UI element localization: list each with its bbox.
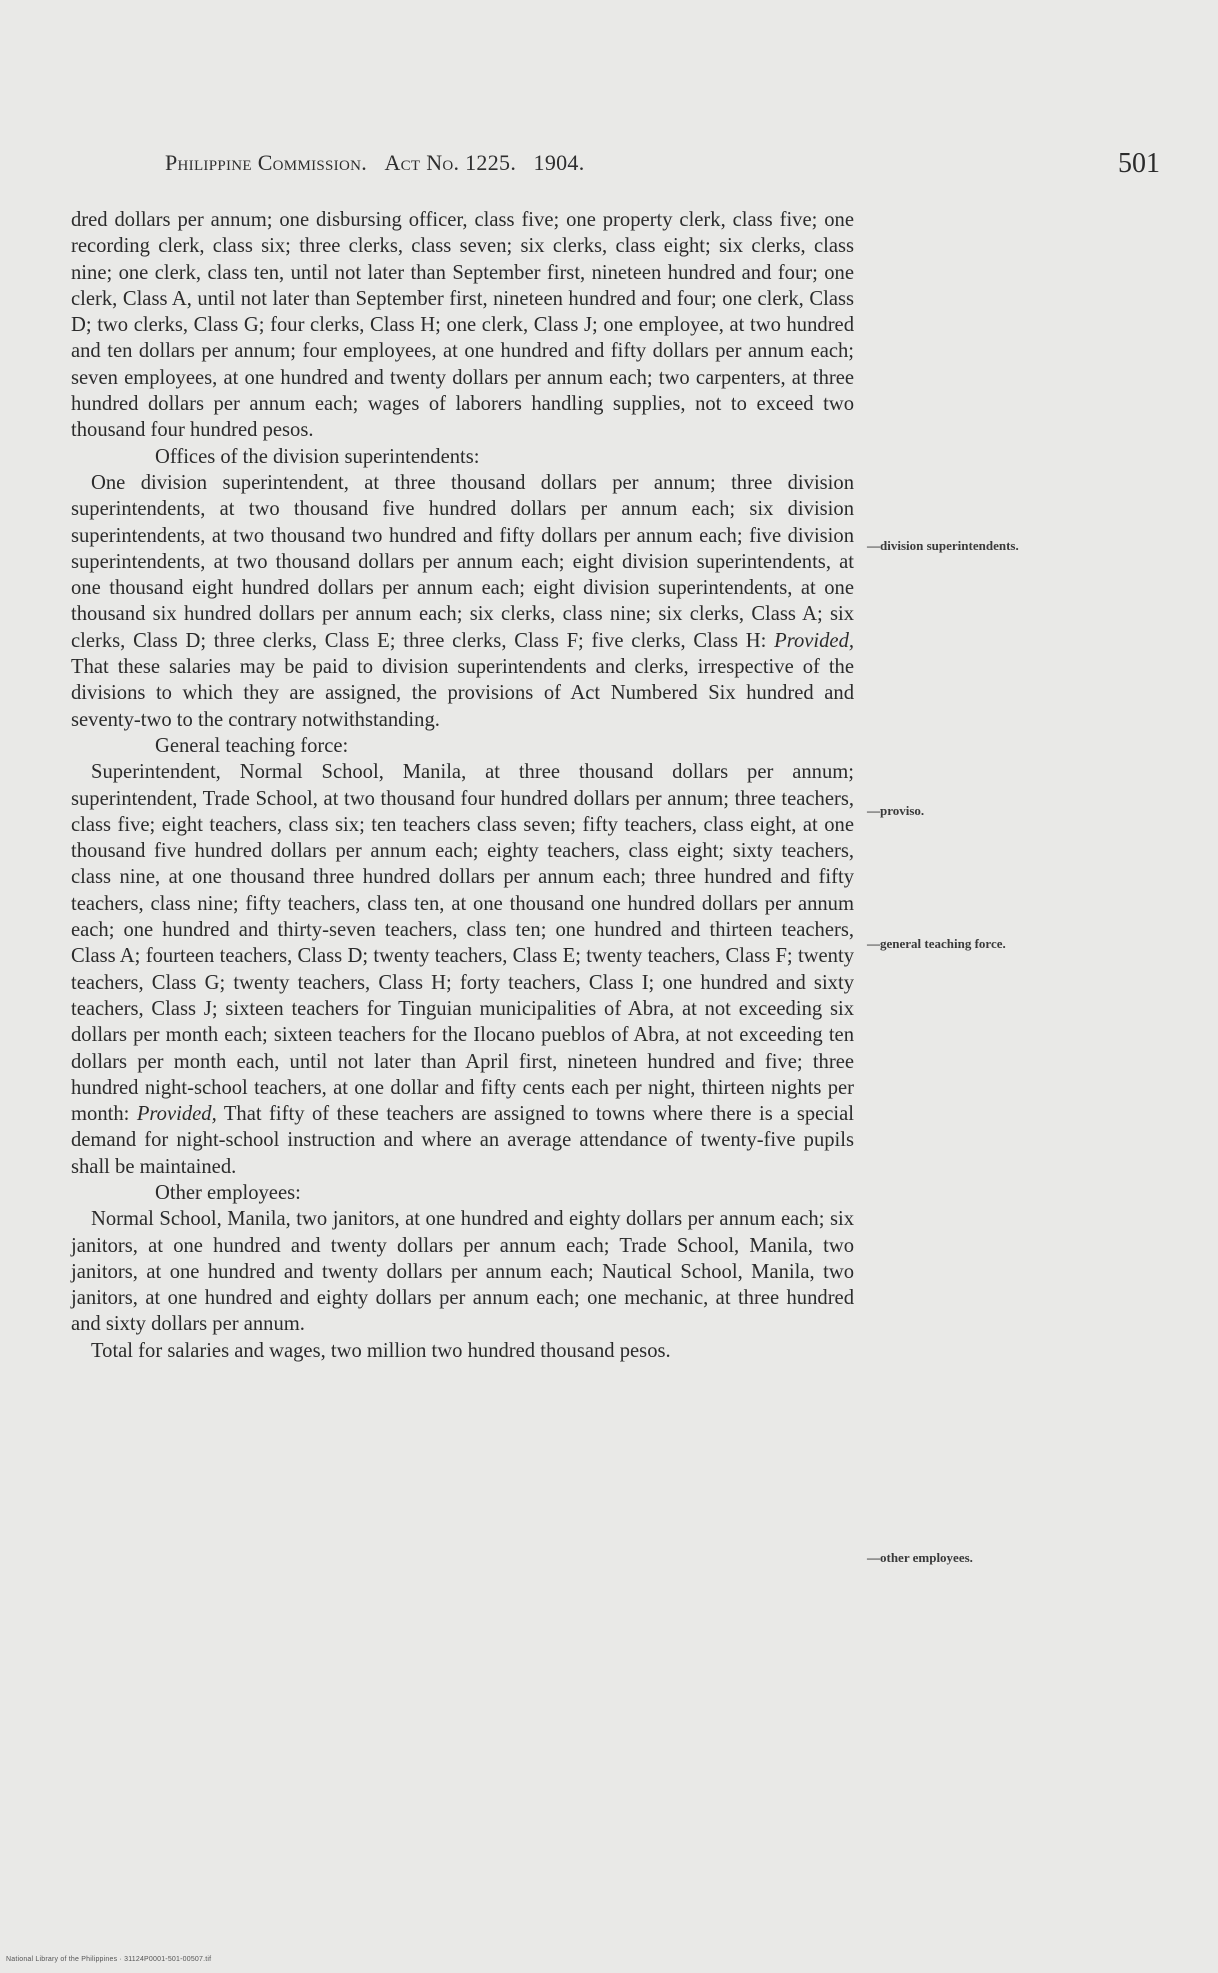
paragraph-text: That fifty of these teachers are assigned to towns where there is a special demand for night-school instruction and where an average attendance of twenty-five pupils shall be maintained.: [71, 1103, 854, 1178]
section-heading-division-superintendents: Offices of the division superintendents:: [155, 445, 480, 468]
section-heading-other-employees: Other employees:: [155, 1181, 301, 1204]
running-title: Philippine Commission.: [165, 150, 368, 175]
main-text: [71, 207, 854, 1364]
paragraph-division-superintendents: [71, 470, 854, 733]
running-header: [165, 150, 585, 176]
year: 1904.: [533, 150, 585, 175]
paragraph-total: Total for salaries and wages, two million two hundred thousand pesos.: [91, 1339, 671, 1362]
provided-term: Provided,: [774, 629, 855, 652]
paragraph-text: That these salaries may be paid to division superintendents and clerks, irrespective of the divisions to which they are assigned, the provisions of Act Numbered Six hundred and seventy-two to the contrary notwithstanding.: [71, 656, 854, 731]
side-note-proviso: —proviso.: [867, 803, 925, 818]
paragraph-text: One division superintendent, at three thousand dollars per annum; three division superintendents, at two thousand five hundred dollars per annum each; six division superintendents, at two thousand two hundred and fifty dollars per annum each; five division superintendents, at two thousand dollars per annum each; eight division superintendents, at one thousand eight hundred dollars per annum each; eight division superintendents, at one thousand six hundred dollars per annum each; six clerks, class nine; six clerks, Class A; six clerks, Class D; three clerks, Class E; three clerks, Class F; five clerks, Class H:: [71, 471, 854, 652]
side-note-other-employees: —other employees.: [867, 1550, 973, 1565]
paragraph-text: Superintendent, Normal School, Manila, at three thousand dollars per annum; superintendent, Trade School, at two thousand four hundred dollars per annum; three teachers, class five; eight teachers, class six; ten teachers class seven; fifty teachers, class eight, at one thousand five hundred dollars per annum each; eighty teachers, class eight; sixty teachers, class nine, at one thousand three hundred dollars per annum each; three hundred and fifty teachers, class nine; fifty teachers, class ten, at one thousand one hundred dollars per annum each; one hundred and thirty-seven teachers, class ten; one hundred and thirteen teachers, Class A; fourteen teachers, Class D; twenty teachers, Class E; twenty teachers, Class F; twenty teachers, Class G; twenty teachers, Class H; forty teachers, Class I; one hundred and sixty teachers, Class J; sixteen teachers for Tinguian municipalities of Abra, at not exceeding six dollars per month each; sixteen teachers for the Ilocano pueblos of Abra, at not exceeding ten dollars per month each, until not later than April first, nineteen hundred and five; three hundred night-school teachers, at one dollar and fifty cents each per night, thirteen nights per month:: [71, 761, 854, 1126]
paragraph-other-employees: Normal School, Manila, two janitors, at one hundred and eighty dollars per annum each; six janitors, at one hundred and twenty dollars per annum each; Trade School, Manila, two janitors, at one hundred and twenty dollars per annum each; Nautical School, Manila, two janitors, at one hundred and eighty dollars per annum each; one mechanic, at three hundred and sixty dollars per annum.: [71, 1208, 854, 1336]
side-note-general-teaching-force: —general teaching force.: [867, 936, 1006, 951]
paragraph-general-teaching-force: [71, 759, 854, 1180]
side-note-division-superintendents: —division superintendents.: [867, 538, 1019, 553]
page-number: 501: [1118, 148, 1160, 179]
act-number: Act No. 1225.: [384, 150, 517, 175]
paragraph-continuation: dred dollars per annum; one disbursing officer, class five; one property clerk, class five; one recording clerk, class six; three clerks, class seven; six clerks, class eight; six clerks, class nine; one clerk, class ten, until not later than September first, nineteen hundred and four; one clerk, Class A, until not later than September first, nineteen hundred and four; one clerk, Class D; two clerks, Class G; four clerks, Class H; one clerk, Class J; one employee, at two hundred and ten dollars per annum; four employees, at one hundred and fifty dollars per annum each; seven employees, at one hundred and twenty dollars per annum each; two carpenters, at three hundred dollars per annum each; wages of laborers handling supplies, not to exceed two thousand four hundred pesos.: [71, 209, 854, 442]
section-heading-general-teaching-force: General teaching force:: [155, 734, 349, 757]
provided-term: Provided,: [136, 1103, 217, 1126]
scan-footer: National Library of the Philippines · 31124P0001-501-00507.tif: [6, 1956, 212, 1963]
